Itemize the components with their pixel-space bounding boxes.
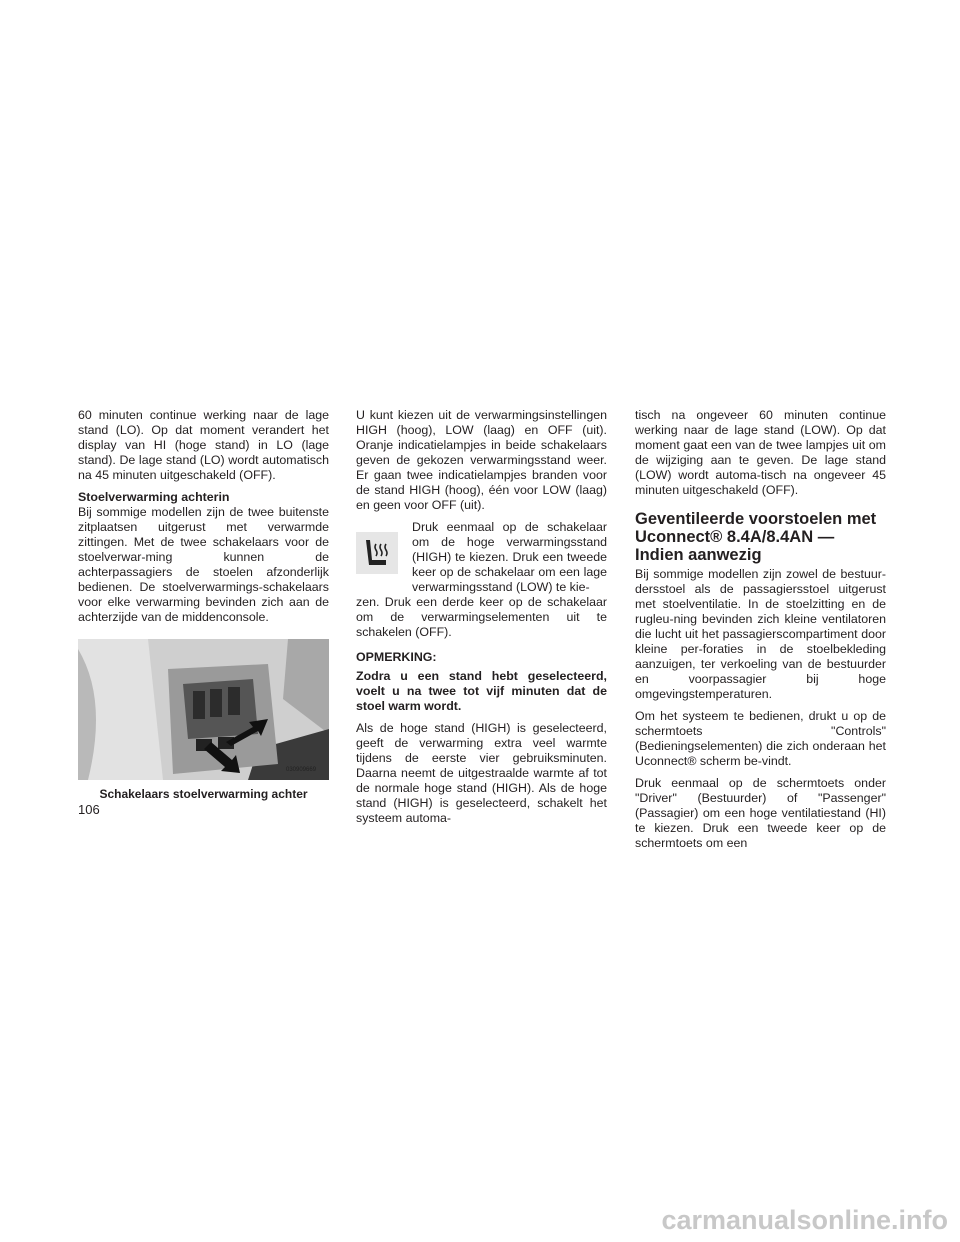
- paragraph: zen. Druk een derde keer op de schakelaar om de verwarmingselementen uit te schakelen (OFF).: [356, 595, 607, 639]
- paragraph: Om het systeem te bedienen, drukt u op de schermtoets "Controls" (Bedieningselementen) die zich onderaan het Uconnect® scherm be-vindt.: [635, 709, 886, 768]
- column-right: [635, 408, 886, 858]
- heated-seat-icon: [356, 520, 412, 595]
- section-heading: Stoelverwarming achterin: [78, 490, 230, 504]
- paragraph: Als de hoge stand (HIGH) is geselecteerd, geeft de verwarming extra veel warmte tijdens de eerste vier gebruiksminuten. Daarna neemt de uitgestraalde warmte af tot de normale hoge stand (HIGH). Als de hoge stand (HIGH) is geselecteerd, schakelt het systeem automa-: [356, 721, 607, 825]
- figure-caption: Schakelaars stoelverwarming achter: [99, 787, 308, 801]
- paragraph: Druk eenmaal op de schermtoets onder "Driver" (Bestuurder) of "Passenger" (Passagier) om een hoge ventilatiestand (HI) te kiezen. Druk een tweede keer op de schermtoets om een: [635, 776, 886, 850]
- page-number: 106: [78, 802, 100, 817]
- figure-code: 030909669: [286, 767, 317, 773]
- paragraph: Bij sommige modellen zijn de twee buitenste zitplaatsen uitgerust met verwarmde zittingen. Met de twee schakelaars voor de stoelverwar-ming kunnen de achterpassagiers de stoelen afzonderlijk bedienen. De stoelverwarmings-schakelaars voor elke verwarming bevinden zich aan de achterzijde van de middenconsole.: [78, 505, 329, 624]
- paragraph: tisch na ongeveer 60 minuten continue werking naar de lage stand (LOW). Op dat moment gaat een van de twee lampjes uit om de wijziging aan te geven. De lage stand (LOW) wordt automa-tisch na ongeveer 45 minuten uitgeschakeld (OFF).: [635, 408, 886, 497]
- note-text: Zodra u een stand hebt geselecteerd, voelt u na twee tot vijf minuten dat de stoel warm wordt.: [356, 669, 607, 713]
- section-rear-heated-seats: [78, 490, 329, 625]
- rear-seat-heater-switches-figure: [78, 639, 329, 780]
- icon-instruction: [356, 520, 607, 595]
- note-label: OPMERKING:: [356, 650, 437, 664]
- paragraph: U kunt kiezen uit de verwarmingsinstellingen HIGH (hoog), LOW (laag) en OFF (uit). Oranje indicatielampjes in beide schakelaars geven de gekozen verwarmingsstand weer. Er gaan twee indicatielampjes branden voor de stand HIGH (hoog), één voor LOW (laag) en geen voor OFF (uit).: [356, 408, 607, 512]
- paragraph: Bij sommige modellen zijn zowel de bestuur-dersstoel als de passagiersstoel uitgerust met stoelventilatie. In de stoelzitting en de rugleu-ning bevinden zich kleine ventilatoren die lucht uit het passagierscompartiment door kleine per-foraties in de stoelbekleding aanzuigen, ter verkoeling van de bestuurder en voorpassagier bij hoge omgevingstemperaturen.: [635, 567, 886, 701]
- section-heading: Geventileerde voorstoelen met Uconnect® 8.4A/8.4AN — Indien aanwezig: [635, 510, 877, 564]
- column-middle: [356, 408, 607, 833]
- icon-text: Druk eenmaal op de schakelaar om de hoge verwarmingsstand (HIGH) te kiezen. Druk een tweede keer op de schakelaar om een lage verwarmingsstand (LOW) te kie-: [412, 520, 607, 594]
- column-left: [78, 408, 329, 802]
- watermark: carmanualsonline.info: [661, 1205, 948, 1235]
- note: [356, 650, 607, 714]
- paragraph: 60 minuten continue werking naar de lage stand (LO). Op dat moment verandert het display van HI (hoge stand) in LO (lage stand). De lage stand (LO) wordt automatisch na 45 minuten uitgeschakeld (OFF).: [78, 408, 329, 482]
